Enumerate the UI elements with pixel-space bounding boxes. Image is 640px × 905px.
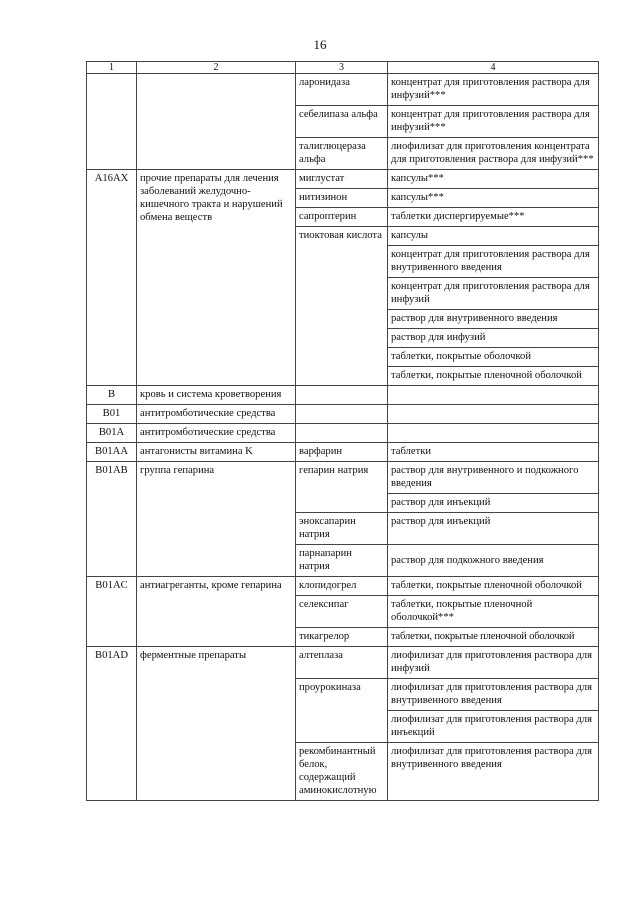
drug-form — [388, 405, 599, 424]
drug-form: таблетки, покрытые пленочной оболочкой — [388, 628, 599, 647]
atc-code: B01 — [87, 405, 137, 424]
atc-code: B — [87, 386, 137, 405]
table-row — [87, 577, 599, 596]
drug-form: концентрат для приготовления раствора для инфузий*** — [388, 74, 599, 106]
drug-form: капсулы — [388, 227, 599, 246]
drug-form: лиофилизат для приготовления раствора для инъекций — [388, 711, 599, 743]
table-row — [87, 170, 599, 189]
code-cell — [87, 74, 137, 170]
drug-form: раствор для инфузий — [388, 329, 599, 348]
table-row — [87, 443, 599, 462]
atc-group-name: антагонисты витамина K — [137, 443, 296, 462]
drug-name: гепарин натрия — [296, 462, 388, 513]
atc-group-name: антитромботические средства — [137, 424, 296, 443]
drug-name — [296, 405, 388, 424]
drug-form: лиофилизат для приготовления раствора для инфузий — [388, 647, 599, 679]
drug-form: капсулы*** — [388, 189, 599, 208]
drug-name — [296, 386, 388, 405]
drug-name: тиоктовая кислота — [296, 227, 388, 386]
drug-form: раствор для инъекций — [388, 513, 599, 545]
col-header-3: 3 — [296, 62, 388, 74]
drug-name: тикагрелор — [296, 628, 388, 647]
atc-group-name: антиагреганты, кроме гепарина — [137, 577, 296, 647]
drug-form: таблетки — [388, 443, 599, 462]
drug-form: таблетки, покрытые пленочной оболочкой — [388, 577, 599, 596]
atc-code: B01AA — [87, 443, 137, 462]
drug-form: лиофилизат для приготовления концентрата для приготовления раствора для инфузий*** — [388, 138, 599, 170]
table-row — [87, 386, 599, 405]
table-row — [87, 462, 599, 494]
header-row — [87, 62, 599, 74]
atc-group-name: группа гепарина — [137, 462, 296, 577]
table-row — [87, 74, 599, 106]
drug-name — [296, 424, 388, 443]
drug-name: варфарин — [296, 443, 388, 462]
drug-form: таблетки, покрытые пленочной оболочкой — [388, 367, 599, 386]
table-row — [87, 647, 599, 679]
drug-name: селексипаг — [296, 596, 388, 628]
page-number: 16 — [313, 37, 327, 52]
drug-form: капсулы*** — [388, 170, 599, 189]
drug-form: таблетки диспергируемые*** — [388, 208, 599, 227]
col-header-2: 2 — [137, 62, 296, 74]
drug-form: лиофилизат для приготовления раствора для внутривенного введения — [388, 679, 599, 711]
drug-name: проурокиназа — [296, 679, 388, 743]
atc-group-name: кровь и система кроветворения — [137, 386, 296, 405]
drug-name: сапроптерин — [296, 208, 388, 227]
col-header-1: 1 — [87, 62, 137, 74]
drug-name: рекомбинантный белок, содержащий аминокислотную — [296, 743, 388, 801]
table-row — [87, 405, 599, 424]
drug-form: таблетки, покрытые оболочкой — [388, 348, 599, 367]
drug-form: раствор для внутривенного и подкожного введения — [388, 462, 599, 494]
drug-name: клопидогрел — [296, 577, 388, 596]
drug-name: ларонидаза — [296, 74, 388, 106]
group-cell — [137, 74, 296, 170]
drug-form — [388, 424, 599, 443]
drug-form: концентрат для приготовления раствора для инфузий — [388, 278, 599, 310]
atc-code: B01A — [87, 424, 137, 443]
drug-form: концентрат для приготовления раствора для внутривенного введения — [388, 246, 599, 278]
drug-table — [86, 61, 599, 801]
atc-group-name: прочие препараты для лечения заболеваний желудочно-кишечного тракта и нарушений обмена веществ — [137, 170, 296, 386]
atc-code: A16AX — [87, 170, 137, 386]
col-header-4: 4 — [388, 62, 599, 74]
drug-form: лиофилизат для приготовления раствора для внутривенного введения — [388, 743, 599, 801]
drug-form — [388, 386, 599, 405]
drug-form: раствор для инъекций — [388, 494, 599, 513]
drug-form: раствор для подкожного введения — [388, 545, 599, 577]
table-row — [87, 424, 599, 443]
drug-name: талиглюцераза альфа — [296, 138, 388, 170]
atc-group-name: ферментные препараты — [137, 647, 296, 801]
drug-name: алтеплаза — [296, 647, 388, 679]
atc-code: B01AC — [87, 577, 137, 647]
drug-name: эноксапарин натрия — [296, 513, 388, 545]
drug-form: таблетки, покрытые пленочной оболочкой*** — [388, 596, 599, 628]
drug-name: миглустат — [296, 170, 388, 189]
drug-form: концентрат для приготовления раствора для инфузий*** — [388, 106, 599, 138]
drug-name: нитизинон — [296, 189, 388, 208]
atc-code: B01AD — [87, 647, 137, 801]
drug-name: парнапарин натрия — [296, 545, 388, 577]
drug-form: раствор для внутривенного введения — [388, 310, 599, 329]
atc-group-name: антитромботические средства — [137, 405, 296, 424]
atc-code: B01AB — [87, 462, 137, 577]
drug-name: себелипаза альфа — [296, 106, 388, 138]
